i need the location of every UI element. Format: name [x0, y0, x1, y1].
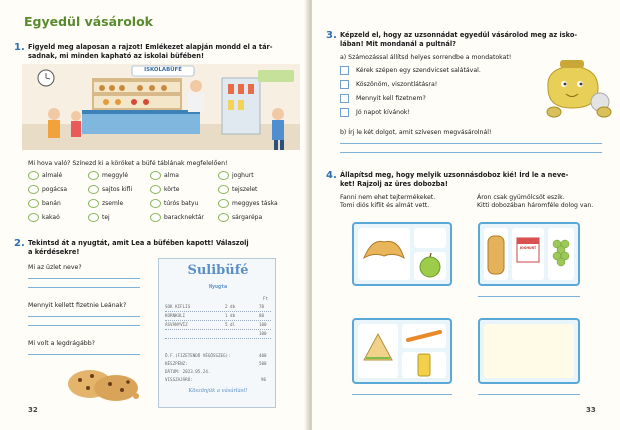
order-number-box[interactable] — [340, 94, 349, 103]
task-number-3: 3. — [326, 30, 337, 41]
lunchbox-compartment — [512, 228, 544, 280]
task-4-line-1: Állapítsd meg, hogy melyik uzsonnásdoboz kié! Írd le a neve- — [340, 171, 569, 179]
task-2-instruction — [28, 239, 300, 256]
lunchbox-croissant-apple — [352, 222, 452, 286]
page-title: Egyedül vásárolok — [24, 14, 153, 29]
food-option[interactable] — [150, 171, 179, 180]
receipt-paid-label: KÉSZPÉNZ: — [165, 361, 188, 366]
lunchbox-sandwich-juice — [352, 318, 452, 384]
dialog-sentence: Kérek szépen egy szendvicset salátával. — [356, 67, 481, 74]
question-shop-name: Mi az üzlet neve? — [28, 264, 82, 271]
clue-tomi: Tomi diós kiflit és almát vett. — [340, 202, 430, 209]
receipt-paid: 500 — [259, 361, 267, 366]
lunchbox-empty-to-draw[interactable] — [478, 318, 580, 384]
receipt-change: 96 — [261, 377, 267, 382]
food-option[interactable] — [150, 185, 179, 194]
task-2-line-2: a kérdésekre! — [28, 247, 80, 256]
receipt-row-name: KORNKULI — [165, 313, 186, 318]
lunchbox-compartment — [548, 228, 574, 280]
food-option[interactable] — [88, 171, 128, 180]
color-circle[interactable] — [218, 171, 229, 180]
order-number-box[interactable] — [340, 66, 349, 75]
receipt-row-divider — [165, 320, 271, 321]
right-page — [312, 0, 620, 430]
food-option[interactable] — [88, 185, 132, 194]
receipt-row-price: 100 — [259, 331, 267, 336]
receipt-row-qty: 1 db — [225, 313, 236, 318]
receipt-row-name: ÁSVÁNYVÍZ — [165, 322, 188, 327]
receipt-row-price: 100 — [259, 322, 267, 327]
food-option-label: alma — [164, 172, 179, 179]
food-option-label: baracknektár — [164, 214, 204, 221]
task-3-line-1: Képzeld el, hogy az uzsonnádat egyedül vásárolod meg az isko- — [340, 31, 578, 39]
food-option[interactable] — [150, 199, 198, 208]
food-option-label: kakaó — [42, 214, 60, 221]
food-option-label: banán — [42, 200, 61, 207]
food-option-label: joghurt — [232, 172, 254, 179]
lunchbox-compartment — [358, 228, 410, 280]
answer-line[interactable] — [28, 287, 140, 288]
lunchbox-compartment — [414, 228, 446, 248]
yogurt-label: JOGHURT — [519, 246, 537, 250]
task-number-4: 4. — [326, 170, 337, 181]
lunchbox-compartment — [402, 324, 446, 348]
receipt-row-price: 70 — [259, 304, 265, 309]
task-3-instruction — [340, 31, 616, 48]
answer-line[interactable] — [28, 354, 140, 355]
answer-line[interactable] — [28, 278, 140, 279]
food-options-grid — [28, 171, 290, 227]
lunchbox-compartment — [414, 252, 446, 280]
receipt-row-price: 80 — [259, 313, 265, 318]
answer-line[interactable] — [340, 152, 602, 153]
order-number-box[interactable] — [340, 80, 349, 89]
task-3a-instruction: a) Számozással állítsd helyes sorrendbe a mondatokat! — [340, 54, 512, 61]
task-3-line-2: lában! Mit mondanál a pultnál? — [340, 39, 456, 48]
cookies-illustration — [66, 362, 148, 404]
receipt-subtitle: Nyugta — [208, 284, 228, 290]
receipt-row-name: SOK KIFLIS — [165, 304, 191, 309]
food-option[interactable] — [28, 199, 61, 208]
food-option-label: pogácsa — [42, 186, 68, 193]
food-option[interactable] — [150, 213, 204, 222]
lunchbox-compartment — [402, 352, 446, 378]
receipt-thanks: Köszönjük a vásárlást! — [188, 388, 248, 394]
task-1-line-1: Figyeld meg alaposan a rajzot! Emlékezet alapján mondd el a tár- — [28, 43, 273, 51]
dialog-sentence: Köszönöm, viszontlátásra! — [356, 81, 438, 88]
order-number-box[interactable] — [340, 108, 349, 117]
task-number-2: 2. — [14, 238, 25, 249]
receipt-row-divider — [165, 338, 271, 339]
color-circle[interactable] — [150, 185, 161, 194]
color-circle[interactable] — [218, 199, 229, 208]
receipt-date: DÁTUM: 2023.05.24. — [165, 369, 211, 374]
task-4-instruction — [340, 171, 616, 188]
lunchbox-compartment — [358, 324, 398, 378]
color-circle[interactable] — [150, 171, 161, 180]
coin-purse-illustration — [538, 54, 614, 120]
color-circle[interactable] — [28, 171, 39, 180]
food-option[interactable] — [88, 213, 110, 222]
task-1-line-2: sadnak, mi minden kapható az iskolai büfében! — [28, 51, 204, 60]
receipt-total: 400 — [259, 353, 267, 358]
color-circle[interactable] — [28, 213, 39, 222]
answer-line[interactable] — [28, 325, 140, 326]
food-option-label: tej — [102, 214, 110, 221]
receipt — [158, 258, 276, 408]
food-option[interactable] — [218, 171, 254, 180]
sentence-ordering-list — [340, 64, 540, 126]
school-buffet-illustration — [22, 64, 300, 150]
color-circle[interactable] — [150, 199, 161, 208]
task-1-instruction — [28, 43, 300, 60]
receipt-total-label: Ö.F.(FIZETENDŐ VÉGÖSSZEG): — [165, 353, 231, 358]
food-option-label: zsemle — [102, 200, 124, 207]
receipt-row-qty: 2 db — [225, 304, 236, 309]
clue-kitti: Kitti dobozában háromféle dolog van. — [477, 202, 594, 209]
food-option[interactable] — [218, 185, 257, 194]
answer-line[interactable] — [28, 316, 140, 317]
task-number-1: 1. — [14, 42, 25, 53]
food-option[interactable] — [28, 185, 67, 194]
page-number-right: 33 — [586, 406, 596, 414]
color-circle[interactable] — [88, 171, 99, 180]
dialog-sentence: Mennyit kell fizetnem? — [356, 95, 426, 102]
task-2-line-1: Tekintsd át a nyugtát, amit Lea a büfében kapott! Válaszolj — [28, 239, 249, 247]
lunchbox-bread-yogurt-grapes — [478, 222, 580, 286]
receipt-row-qty: 5 dl — [225, 322, 236, 327]
dialog-sentence: Jó napot kívánok! — [356, 109, 410, 116]
food-option-label: meggylé — [102, 172, 129, 179]
color-circle[interactable] — [88, 185, 99, 194]
color-circle[interactable] — [88, 199, 99, 208]
task-3b-instruction: b) Írj le két dolgot, amit szívesen megvásárolnál! — [340, 129, 492, 136]
color-circle[interactable] — [218, 213, 229, 222]
food-option[interactable] — [218, 213, 262, 222]
food-option-label: almalé — [42, 172, 63, 179]
color-circle[interactable] — [28, 199, 39, 208]
receipt-row-divider — [165, 311, 271, 312]
page-number-left: 32 — [28, 406, 38, 414]
left-page — [0, 0, 308, 430]
task-4-line-2: ket! Rajzolj az üres dobozba! — [340, 179, 448, 188]
clue-aron: Áron csak gyümölcsöt eszik. — [477, 194, 565, 201]
receipt-currency: Ft — [263, 296, 269, 301]
receipt-change-label: VISSZAJÁRÓ: — [165, 377, 193, 382]
food-option-label: tejszelet — [232, 186, 258, 193]
food-option-label: sajtos kifli — [102, 186, 133, 193]
color-circle[interactable] — [218, 185, 229, 194]
name-line[interactable] — [478, 296, 580, 297]
food-option[interactable] — [28, 213, 60, 222]
color-circle[interactable] — [150, 213, 161, 222]
food-option-label: körte — [164, 186, 180, 193]
food-option-label: túrós batyu — [164, 200, 199, 207]
question-amount-paid: Mennyit kellett fizetnie Leának? — [28, 302, 127, 309]
food-option-label: sárgarépa — [232, 214, 263, 221]
name-line[interactable] — [352, 394, 452, 395]
name-line[interactable] — [478, 394, 580, 395]
buffet-sign: ISKOLABÜFÉ — [144, 67, 182, 73]
food-option[interactable] — [88, 199, 123, 208]
coloring-instruction: Mi hova való? Színezd ki a köröket a büfé táblának megfelelően! — [28, 160, 228, 167]
color-circle[interactable] — [88, 213, 99, 222]
food-option[interactable] — [218, 199, 278, 208]
clue-fanni: Fanni nem ehet tejtermékeket. — [340, 194, 436, 201]
food-option[interactable] — [28, 171, 62, 180]
receipt-row-divider — [165, 329, 271, 330]
receipt-title: Sulibüfé — [187, 263, 249, 278]
lunchbox-drawing-area[interactable] — [484, 324, 574, 378]
color-circle[interactable] — [28, 185, 39, 194]
lunchbox-compartment — [484, 228, 508, 280]
food-option-label: meggyes táska — [232, 200, 278, 207]
answer-line[interactable] — [340, 143, 602, 144]
question-most-expensive: Mi volt a legdrágább? — [28, 340, 95, 347]
